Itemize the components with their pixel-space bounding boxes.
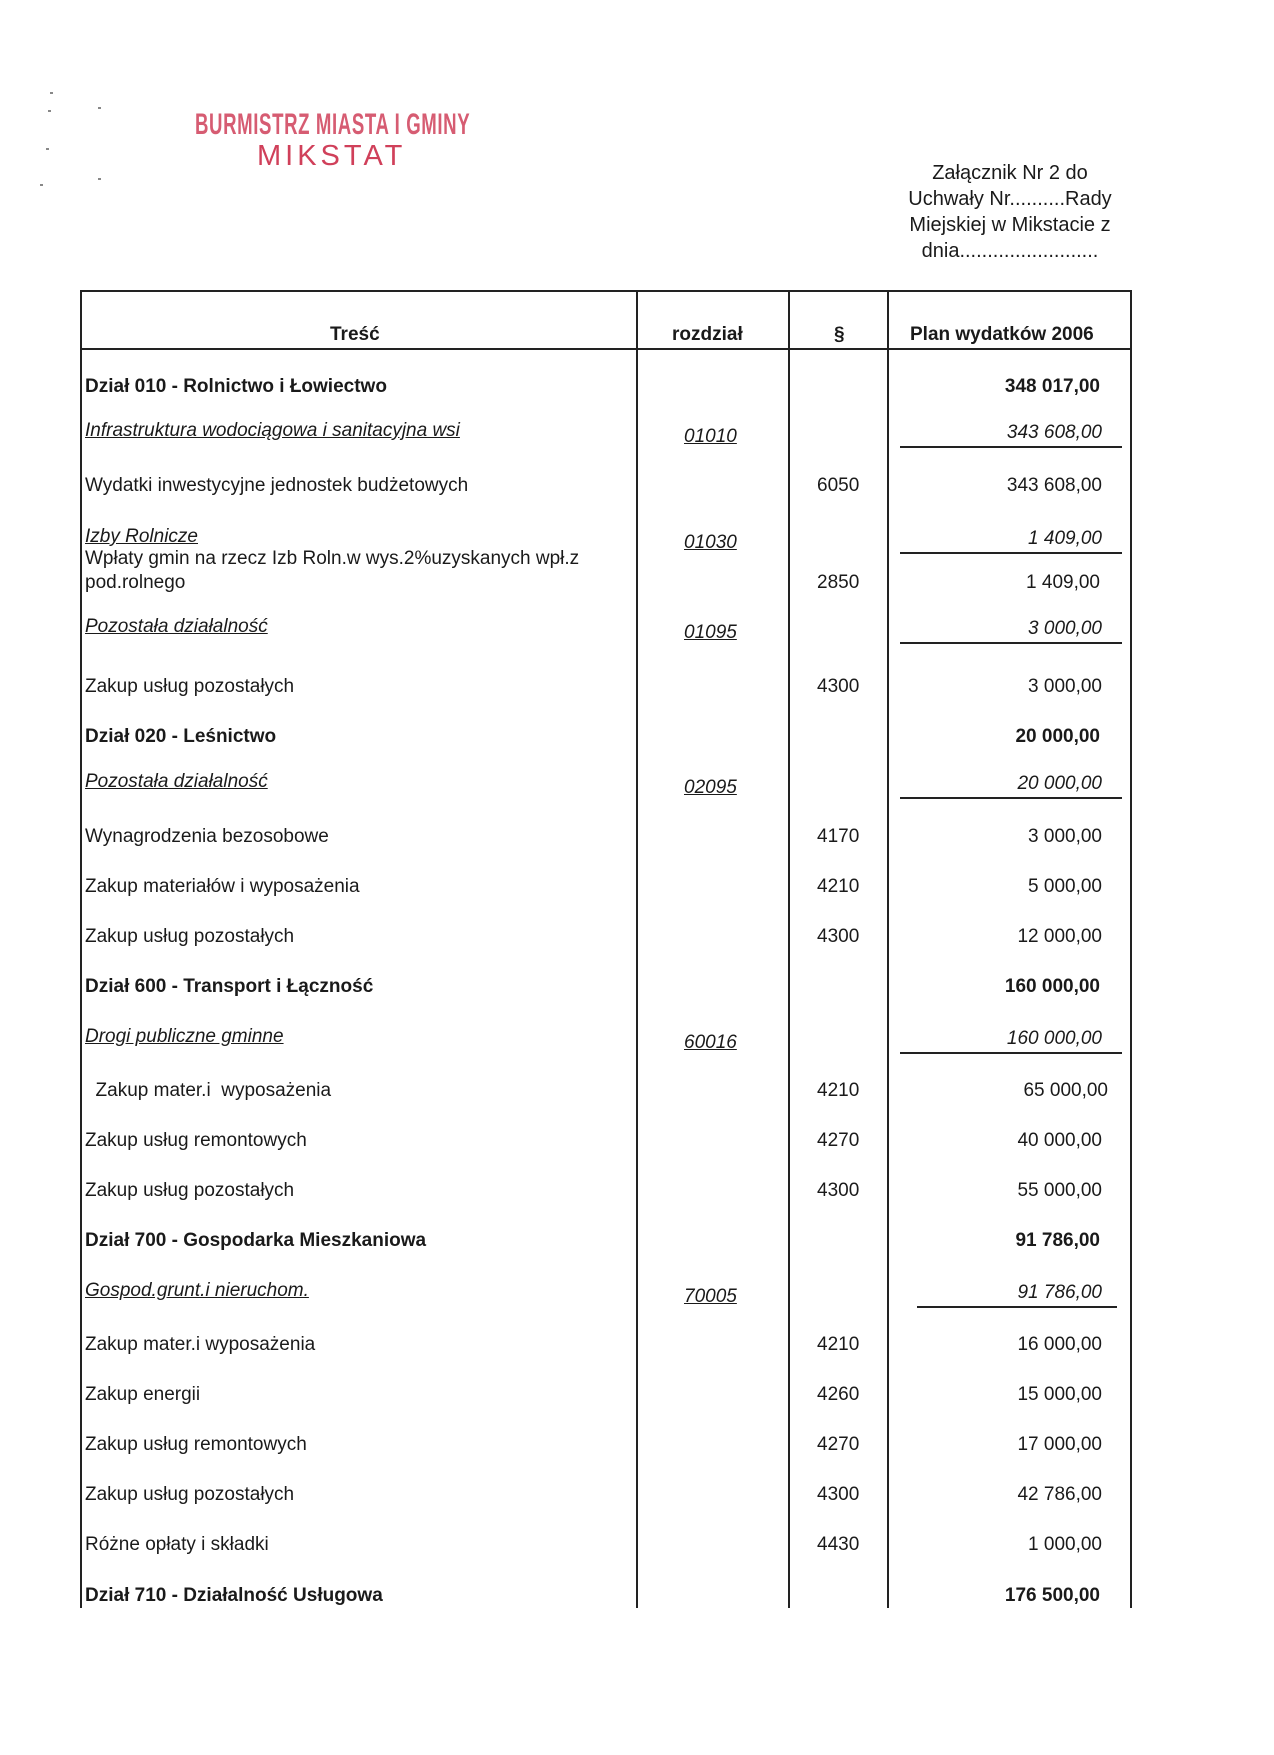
row-rozdzial-code: 02095 xyxy=(684,777,737,798)
row-plan-amount: 65 000,00 xyxy=(1023,1080,1108,1101)
header-tresc: Treść xyxy=(330,324,380,345)
row-paragraf: 4430 xyxy=(817,1534,860,1555)
row-item-title: Zakup mater.i wyposażenia xyxy=(85,1080,332,1101)
row-plan-amount: 343 608,00 xyxy=(1006,475,1102,496)
row-rozdzial-title: Drogi publiczne gminne xyxy=(85,1026,284,1047)
official-stamp xyxy=(195,108,495,173)
subtotal-rule xyxy=(900,797,1122,799)
column-divider xyxy=(636,290,638,1608)
row-item-title: Zakup usług pozostałych xyxy=(85,1484,295,1505)
row-paragraf: 4210 xyxy=(817,876,860,897)
row-plan-amount: 16 000,00 xyxy=(1017,1334,1102,1355)
row-paragraf: 4260 xyxy=(817,1384,860,1405)
row-dzial-title: Dział 710 - Działalność Usługowa xyxy=(85,1585,383,1606)
annex-line: dnia......................... xyxy=(921,240,1099,262)
header-rozdzial: rozdział xyxy=(672,324,743,345)
row-paragraf: 4300 xyxy=(817,676,860,697)
row-paragraf: 4210 xyxy=(817,1334,860,1355)
row-plan-amount: 3 000,00 xyxy=(1028,618,1102,639)
row-rozdzial-title: Pozostała działalność xyxy=(85,616,268,637)
row-plan-amount: 343 608,00 xyxy=(1006,422,1102,443)
row-plan-amount: 42 786,00 xyxy=(1017,1484,1102,1505)
table-right-border xyxy=(1130,290,1132,1608)
row-plan-amount: 1 409,00 xyxy=(1028,528,1102,549)
row-paragraf: 4300 xyxy=(817,926,860,947)
row-plan-amount: 5 000,00 xyxy=(1028,876,1102,897)
row-item-title: Zakup usług pozostałych xyxy=(85,926,295,947)
stamp-line-1: BURMISTRZ MIASTA I GMINY xyxy=(195,108,471,141)
subtotal-rule xyxy=(900,446,1122,448)
row-plan-amount: 17 000,00 xyxy=(1017,1434,1102,1455)
annex-line: Załącznik Nr 2 do xyxy=(932,162,1088,184)
row-item-title: Zakup mater.i wyposażenia xyxy=(85,1334,316,1355)
row-item-title: Zakup materiałów i wyposażenia xyxy=(85,876,360,897)
row-item-title-cont: pod.rolnego xyxy=(85,572,186,593)
row-plan-amount: 176 500,00 xyxy=(1004,1585,1100,1606)
header-plan: Plan wydatków 2006 xyxy=(910,324,1094,345)
row-plan-amount: 55 000,00 xyxy=(1017,1180,1102,1201)
row-plan-amount: 348 017,00 xyxy=(1004,376,1100,397)
row-plan-amount: 160 000,00 xyxy=(1006,1028,1102,1049)
row-plan-amount: 20 000,00 xyxy=(1017,773,1102,794)
annex-line: Uchwały Nr..........Rady xyxy=(908,188,1112,210)
column-divider xyxy=(788,290,790,1608)
row-rozdzial-title: Infrastruktura wodociągowa i sanitacyjna wsi xyxy=(85,420,460,441)
row-item-title: Zakup usług remontowych xyxy=(85,1434,307,1455)
row-plan-amount: 1 000,00 xyxy=(1028,1534,1102,1555)
annex-note xyxy=(880,160,1140,264)
row-plan-amount: 3 000,00 xyxy=(1028,826,1102,847)
subtotal-rule xyxy=(900,552,1122,554)
row-plan-amount: 20 000,00 xyxy=(1015,726,1100,747)
row-dzial-title: Dział 010 - Rolnictwo i Łowiectwo xyxy=(85,376,387,397)
table-left-border xyxy=(80,290,82,1608)
header-paragraf: § xyxy=(834,324,845,345)
row-item-title: Wpłaty gmin na rzecz Izb Roln.w wys.2%uzyskanych wpł.z xyxy=(85,548,580,569)
row-rozdzial-title: Izby Rolnicze xyxy=(85,526,198,547)
row-item-title: Zakup usług remontowych xyxy=(85,1130,307,1151)
row-plan-amount: 91 786,00 xyxy=(1015,1230,1100,1251)
header-bottom-border xyxy=(80,348,1132,350)
row-rozdzial-code: 01010 xyxy=(684,426,737,447)
subtotal-rule xyxy=(917,1306,1117,1308)
row-paragraf: 4170 xyxy=(817,826,860,847)
row-plan-amount: 160 000,00 xyxy=(1004,976,1100,997)
row-paragraf: 4300 xyxy=(817,1180,860,1201)
row-paragraf: 6050 xyxy=(817,475,860,496)
row-rozdzial-code: 01095 xyxy=(684,622,737,643)
row-item-title: Wydatki inwestycyjne jednostek budżetowych xyxy=(85,475,469,496)
row-paragraf: 4270 xyxy=(817,1130,860,1151)
row-dzial-title: Dział 700 - Gospodarka Mieszkaniowa xyxy=(85,1230,427,1251)
subtotal-rule xyxy=(900,1052,1122,1054)
table-top-border xyxy=(80,290,1132,292)
row-rozdzial-title: Pozostała działalność xyxy=(85,771,268,792)
row-item-title: Zakup energii xyxy=(85,1384,201,1405)
row-paragraf: 2850 xyxy=(817,572,860,593)
column-divider xyxy=(887,290,889,1608)
row-rozdzial-title: Gospod.grunt.i nieruchom. xyxy=(85,1280,309,1301)
row-paragraf: 4300 xyxy=(817,1484,860,1505)
row-plan-amount: 1 409,00 xyxy=(1026,572,1100,593)
row-dzial-title: Dział 600 - Transport i Łączność xyxy=(85,976,374,997)
row-item-title: Wynagrodzenia bezosobowe xyxy=(85,826,329,847)
row-item-title: Zakup usług pozostałych xyxy=(85,676,295,697)
row-item-title: Różne opłaty i składki xyxy=(85,1534,269,1555)
row-rozdzial-code: 01030 xyxy=(684,532,737,553)
annex-line: Miejskiej w Mikstacie z xyxy=(909,214,1111,236)
stamp-line-2: MIKSTAT xyxy=(257,140,407,172)
row-item-title: Zakup usług pozostałych xyxy=(85,1180,295,1201)
row-rozdzial-code: 60016 xyxy=(684,1032,737,1053)
row-plan-amount: 12 000,00 xyxy=(1017,926,1102,947)
row-plan-amount: 15 000,00 xyxy=(1017,1384,1102,1405)
row-rozdzial-code: 70005 xyxy=(684,1286,737,1307)
row-paragraf: 4270 xyxy=(817,1434,860,1455)
row-dzial-title: Dział 020 - Leśnictwo xyxy=(85,726,277,747)
row-paragraf: 4210 xyxy=(817,1080,860,1101)
row-plan-amount: 40 000,00 xyxy=(1017,1130,1102,1151)
row-plan-amount: 3 000,00 xyxy=(1028,676,1102,697)
subtotal-rule xyxy=(900,642,1122,644)
row-plan-amount: 91 786,00 xyxy=(1017,1282,1102,1303)
